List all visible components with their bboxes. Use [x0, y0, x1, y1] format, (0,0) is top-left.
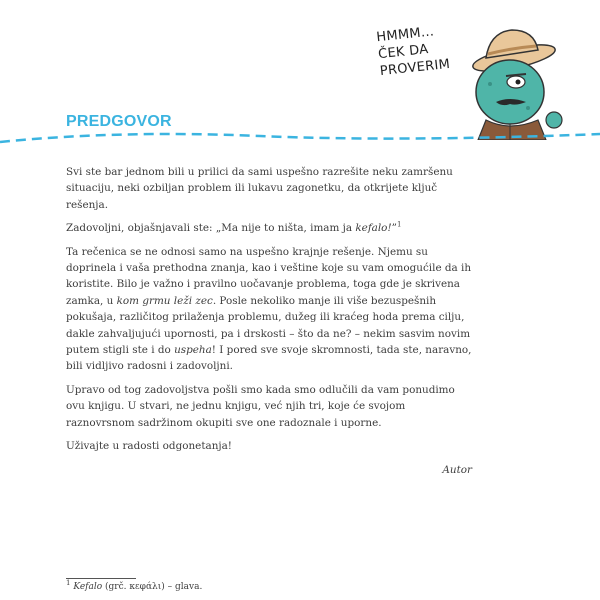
footnote-ref: 1: [396, 220, 402, 229]
speech-bubble-text: [376, 19, 481, 80]
paragraph-2-text: Zadovoljni, objašnjavali ste: „Ma nije to ništa, imam ja: [66, 222, 356, 235]
paragraph-3-part-c: ! I pored sve svoje skromnosti, tada ste, naravno, bili vidljivo radosni i zadovoljni.: [66, 344, 472, 373]
paragraph-3-part-b: . Posle nekoliko manje ili više bezuspešnih pokušaja, različitog prilaženja problemu, dužeg ili kraćeg hoda prema cilju, dakle zahvaljujući upornosti, pa i drskosti – što da ne? – nekim sasvim novim putem stigli ste i do: [66, 294, 471, 357]
speech-line-2: ČEK DA: [377, 41, 430, 63]
signature: Autor: [442, 464, 472, 476]
paragraph-1: Svi ste bar jednom bili u prilici da sami uspešno razrešite neku zamršenu situaciju, neki ozbiljan problem ili lukavu zagonetku, da otkrijete ključ rešenja.: [66, 166, 453, 211]
footnote-divider: [66, 578, 136, 579]
idiom-emphasis: kom grmu leži zec: [116, 294, 213, 307]
closing-quote: ”: [391, 222, 397, 235]
preface-body: [66, 164, 472, 462]
paragraph-4: Upravo od tog zadovoljstva pošli smo kada smo odlučili da vam ponudimo ovu knjigu. U stvari, ne jednu knjigu, već njih tri, koje će svojom raznovrsnom sadržinom okupiti sve one radoznale i uporne.: [66, 383, 455, 429]
footnote-term: Kefalo: [73, 582, 103, 592]
paragraph-3: [66, 244, 472, 375]
footnote: [66, 579, 203, 592]
footnote-text: (grč. κεφάλι) – glava.: [102, 582, 203, 592]
footnote-number: 1: [66, 579, 71, 587]
paragraph-2: [66, 220, 472, 236]
paragraph-5: Uživajte u radosti odgonetanja!: [66, 440, 232, 453]
dashed-wave-divider: [0, 128, 600, 148]
kefalo-term: kefalo!: [355, 222, 392, 235]
speech-line-3: PROVERIM: [379, 56, 451, 80]
speech-line-1: HMMM...: [375, 24, 435, 46]
page-title: PREDGOVOR: [66, 113, 172, 130]
success-emphasis: uspeha: [174, 344, 212, 357]
paragraph-3-part-a: Ta rečenica se ne odnosi samo na uspešno krajnje rešenje. Njemu su doprinela i vaša prethodna znanja, kao i veštine koje su vam omogućile da ih koristite. Bilo je važno i pravilno uočavanje problema, toga gde je skrivena zamka, u: [66, 245, 472, 307]
